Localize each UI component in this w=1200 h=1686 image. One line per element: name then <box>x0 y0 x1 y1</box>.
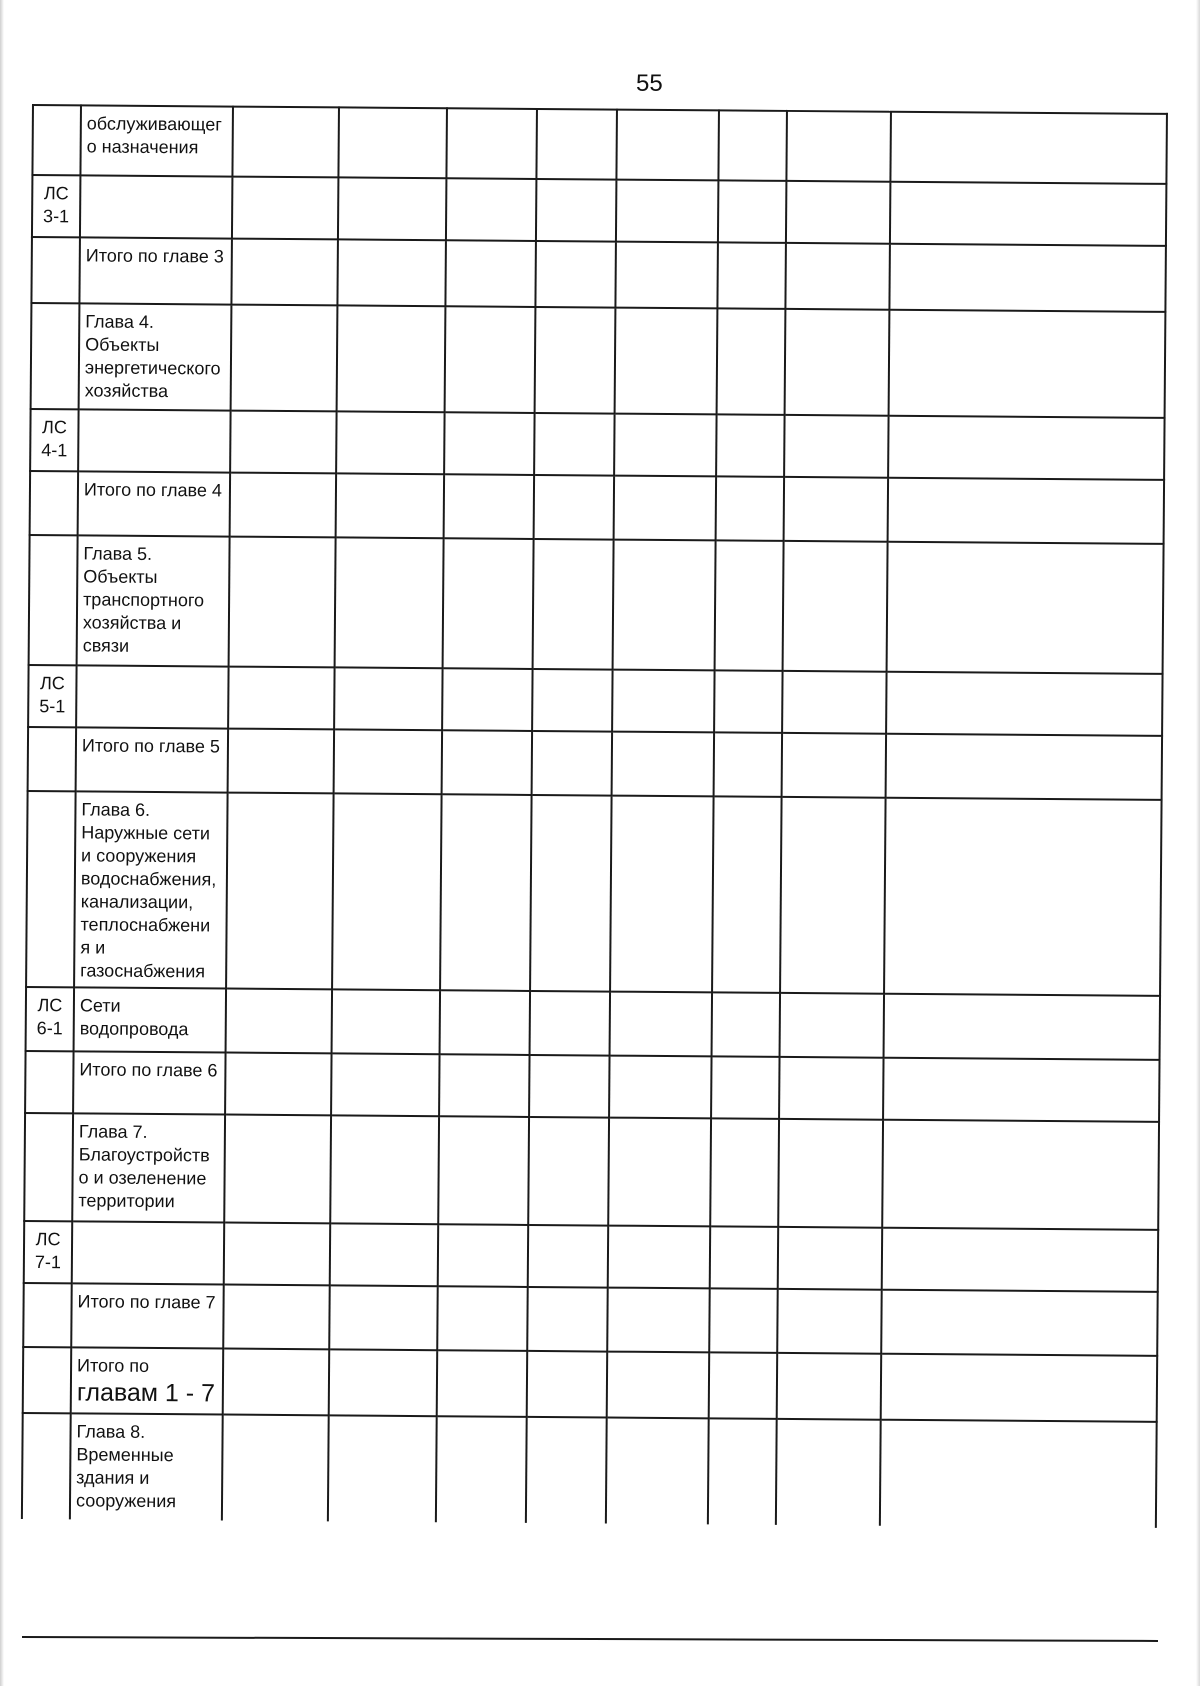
empty-value-cell <box>886 672 1162 736</box>
empty-value-cell <box>615 242 718 309</box>
empty-value-cell <box>616 180 718 243</box>
row-code-cell <box>30 471 79 535</box>
empty-value-cell <box>442 668 532 731</box>
empty-value-cell <box>889 244 1166 312</box>
row-code: ЛС 4-1 <box>41 417 68 461</box>
row-name: обслуживающег о назначения <box>86 113 222 158</box>
empty-value-cell <box>616 110 719 181</box>
empty-value-cell <box>231 305 338 412</box>
empty-value-cell <box>336 473 444 538</box>
empty-value-cell <box>533 539 614 670</box>
empty-value-cell <box>779 1057 883 1120</box>
row-name-cell <box>70 1413 223 1520</box>
estimate-table <box>21 104 1168 1528</box>
table-row <box>28 727 1162 800</box>
empty-value-cell <box>606 1418 709 1525</box>
empty-value-cell <box>337 239 446 306</box>
empty-value-cell <box>329 1349 438 1416</box>
empty-value-cell <box>615 308 718 415</box>
page-number: 55 <box>636 70 663 97</box>
empty-value-cell <box>890 112 1167 184</box>
empty-value-cell <box>232 177 338 240</box>
empty-value-cell <box>331 1053 439 1116</box>
empty-value-cell <box>883 1058 1159 1122</box>
empty-value-cell <box>534 413 614 476</box>
empty-value-cell <box>332 989 440 1054</box>
empty-value-cell <box>338 177 446 240</box>
empty-value-cell <box>712 992 781 1057</box>
empty-value-cell <box>890 182 1166 246</box>
empty-value-cell <box>226 989 332 1054</box>
empty-value-cell <box>535 241 616 308</box>
row-name <box>85 416 226 417</box>
row-name-cell <box>76 665 228 728</box>
empty-value-cell <box>440 794 532 991</box>
row-name-cell <box>79 237 232 304</box>
empty-value-cell <box>608 1226 710 1289</box>
empty-value-cell <box>444 474 534 539</box>
empty-value-cell <box>437 1350 528 1417</box>
empty-value-cell <box>716 476 785 541</box>
empty-value-cell <box>608 1118 711 1227</box>
empty-value-cell <box>446 178 536 241</box>
empty-value-cell <box>708 1418 777 1525</box>
empty-value-cell <box>782 671 886 734</box>
row-code-cell <box>22 1413 71 1519</box>
row-code-cell <box>24 1113 73 1221</box>
table-row <box>32 175 1166 246</box>
empty-value-cell <box>780 993 884 1058</box>
row-name-cell <box>71 1347 224 1414</box>
empty-value-cell <box>230 473 336 538</box>
table-row <box>29 535 1164 674</box>
table-row <box>26 987 1160 1060</box>
empty-value-cell <box>711 1056 779 1119</box>
row-name: Итого по <box>77 1355 150 1376</box>
empty-value-cell <box>710 1226 778 1289</box>
row-name: Глава 6. Наружные сети и сооружения водоснабжения, канализации, теплоснабжени я и газоснабжения <box>80 799 217 982</box>
empty-value-cell <box>329 1285 437 1350</box>
empty-value-cell <box>231 239 338 306</box>
empty-value-cell <box>780 797 886 994</box>
empty-value-cell <box>534 475 615 540</box>
row-name-cell <box>80 175 232 238</box>
empty-value-cell <box>532 669 612 732</box>
row-code-cell <box>26 791 76 987</box>
empty-value-cell <box>783 541 888 672</box>
row-code-cell <box>23 1347 72 1413</box>
table-row <box>24 1113 1159 1230</box>
row-code-cell <box>28 727 77 791</box>
empty-value-cell <box>527 1351 608 1418</box>
empty-value-cell <box>882 1120 1159 1230</box>
empty-value-cell <box>784 415 888 478</box>
row-name-cell <box>79 303 232 410</box>
empty-value-cell <box>229 537 336 668</box>
row-code-cell <box>30 409 78 471</box>
estimate-sheet <box>21 104 1168 1528</box>
empty-value-cell <box>777 1353 882 1420</box>
empty-value-cell <box>718 110 787 181</box>
bottom-rule <box>22 1636 1158 1642</box>
row-code-cell <box>28 665 76 727</box>
table-row <box>23 1283 1157 1356</box>
empty-value-cell <box>714 670 782 733</box>
empty-value-cell <box>884 798 1162 996</box>
row-name-cell <box>73 1051 225 1114</box>
row-name-cell <box>74 791 228 988</box>
empty-value-cell <box>785 243 890 310</box>
table-row <box>28 665 1162 736</box>
empty-value-cell <box>889 310 1166 418</box>
empty-value-cell <box>338 107 447 178</box>
empty-value-cell <box>438 1116 529 1225</box>
row-code-cell <box>29 535 78 665</box>
row-code-cell <box>32 105 81 175</box>
empty-value-cell <box>886 734 1162 800</box>
row-name: Сети водопровода <box>79 995 189 1040</box>
table-row <box>24 1221 1158 1292</box>
empty-value-cell <box>438 1224 528 1287</box>
empty-value-cell <box>528 1225 608 1288</box>
empty-value-cell <box>612 732 714 797</box>
empty-value-cell <box>443 538 534 669</box>
row-code: ЛС 3-1 <box>43 183 70 227</box>
row-name: Итого по главе 5 <box>81 735 221 757</box>
empty-value-cell <box>328 1415 437 1522</box>
row-code: ЛС 6-1 <box>36 995 63 1039</box>
row-name-cell <box>77 535 230 666</box>
empty-value-cell <box>717 308 786 415</box>
empty-value-cell <box>337 305 446 412</box>
row-name-large: главам 1 - 7 <box>76 1378 216 1408</box>
empty-value-cell <box>445 240 536 307</box>
empty-value-cell <box>536 109 617 180</box>
row-name <box>83 672 224 673</box>
table-row <box>23 1347 1157 1422</box>
empty-value-cell <box>881 1290 1157 1356</box>
row-name: Глава 4. Объекты энергетического хозяйства <box>84 311 221 402</box>
empty-value-cell <box>715 540 784 671</box>
row-name: Итого по главе 6 <box>79 1059 218 1081</box>
empty-value-cell <box>776 1419 881 1526</box>
row-code-cell <box>31 237 80 303</box>
empty-value-cell <box>436 1416 527 1523</box>
row-name <box>86 182 227 183</box>
empty-value-cell <box>532 731 613 796</box>
empty-value-cell <box>439 1054 529 1117</box>
table-row <box>32 105 1167 184</box>
empty-value-cell <box>536 179 616 242</box>
empty-value-cell <box>782 733 886 798</box>
empty-value-cell <box>880 1420 1157 1528</box>
empty-value-cell <box>446 108 537 179</box>
row-name-cell <box>72 1221 224 1284</box>
empty-value-cell <box>614 476 716 541</box>
empty-value-cell <box>228 729 334 794</box>
row-name: Итого по главе 7 <box>77 1291 216 1313</box>
estimate-table-body <box>22 105 1167 1528</box>
scan-edge-left <box>0 0 4 1686</box>
row-code-cell <box>26 987 75 1051</box>
row-code: ЛС 7-1 <box>34 1229 61 1273</box>
row-name-cell <box>71 1283 223 1348</box>
empty-value-cell <box>778 1119 883 1228</box>
empty-value-cell <box>332 793 442 990</box>
scan-edge-right <box>1196 0 1200 1686</box>
empty-value-cell <box>613 540 716 671</box>
empty-value-cell <box>612 670 714 733</box>
row-name-cell <box>72 1113 225 1222</box>
empty-value-cell <box>225 1053 331 1116</box>
empty-value-cell <box>334 729 442 794</box>
empty-value-cell <box>445 306 536 413</box>
empty-value-cell <box>444 412 534 475</box>
empty-value-cell <box>226 793 334 990</box>
row-name: Итого по главе 3 <box>85 245 224 267</box>
table-row <box>22 1413 1157 1528</box>
empty-value-cell <box>786 111 891 182</box>
empty-value-cell <box>529 1055 609 1118</box>
empty-value-cell <box>610 992 712 1057</box>
empty-value-cell <box>710 1118 779 1227</box>
empty-value-cell <box>609 1056 711 1119</box>
row-name: Глава 8. Временные здания и сооружения <box>75 1421 177 1512</box>
row-name-cell <box>78 409 230 472</box>
empty-value-cell <box>786 181 890 244</box>
table-row <box>31 303 1166 418</box>
empty-value-cell <box>223 1285 329 1350</box>
row-code-cell <box>31 303 80 409</box>
empty-value-cell <box>610 796 714 993</box>
empty-value-cell <box>437 1286 527 1351</box>
empty-value-cell <box>882 1228 1158 1292</box>
empty-value-cell <box>330 1115 439 1224</box>
empty-value-cell <box>223 1349 330 1416</box>
empty-value-cell <box>535 307 616 414</box>
row-name <box>78 1228 219 1229</box>
empty-value-cell <box>888 416 1164 480</box>
empty-value-cell <box>442 730 532 795</box>
empty-value-cell <box>530 991 611 1056</box>
empty-value-cell <box>709 1288 778 1353</box>
empty-value-cell <box>232 107 339 178</box>
table-row <box>30 409 1164 480</box>
empty-value-cell <box>607 1288 709 1353</box>
empty-value-cell <box>887 542 1164 674</box>
empty-value-cell <box>714 732 783 797</box>
row-name-cell <box>78 471 230 536</box>
empty-value-cell <box>716 414 784 477</box>
empty-value-cell <box>222 1415 329 1522</box>
row-code: ЛС 5-1 <box>39 673 66 717</box>
empty-value-cell <box>607 1352 710 1419</box>
row-name-cell <box>76 727 228 792</box>
row-code-cell <box>32 175 80 237</box>
empty-value-cell <box>709 1352 778 1419</box>
row-name: Глава 7. Благоустройств о и озеленение территории <box>78 1121 210 1212</box>
empty-value-cell <box>784 477 888 542</box>
empty-value-cell <box>778 1227 882 1290</box>
empty-value-cell <box>440 990 530 1055</box>
row-code-cell <box>25 1051 73 1113</box>
empty-value-cell <box>228 667 334 730</box>
empty-value-cell <box>528 1117 609 1226</box>
empty-value-cell <box>527 1287 608 1352</box>
row-code-cell <box>24 1221 72 1283</box>
row-name-cell <box>80 105 233 176</box>
table-row <box>31 237 1165 312</box>
empty-value-cell <box>335 537 444 668</box>
empty-value-cell <box>224 1115 331 1224</box>
row-name: Глава 5. Объекты транспортного хозяйства и связи <box>82 543 205 656</box>
empty-value-cell <box>224 1223 330 1286</box>
table-row <box>26 791 1162 996</box>
empty-value-cell <box>614 414 716 477</box>
table-row <box>30 471 1164 544</box>
empty-value-cell <box>230 411 336 474</box>
row-name: Итого по главе 4 <box>83 479 223 501</box>
row-name-cell <box>74 987 226 1052</box>
empty-value-cell <box>526 1417 607 1524</box>
table-row <box>25 1051 1159 1122</box>
empty-value-cell <box>881 1354 1158 1422</box>
empty-value-cell <box>336 411 444 474</box>
empty-value-cell <box>530 795 612 992</box>
row-code-cell <box>23 1283 72 1347</box>
empty-value-cell <box>717 242 786 309</box>
empty-value-cell <box>888 478 1164 544</box>
empty-value-cell <box>712 796 782 993</box>
empty-value-cell <box>884 994 1160 1060</box>
empty-value-cell <box>334 667 442 730</box>
empty-value-cell <box>330 1223 438 1286</box>
empty-value-cell <box>718 180 786 243</box>
empty-value-cell <box>777 1289 881 1354</box>
empty-value-cell <box>785 309 890 416</box>
